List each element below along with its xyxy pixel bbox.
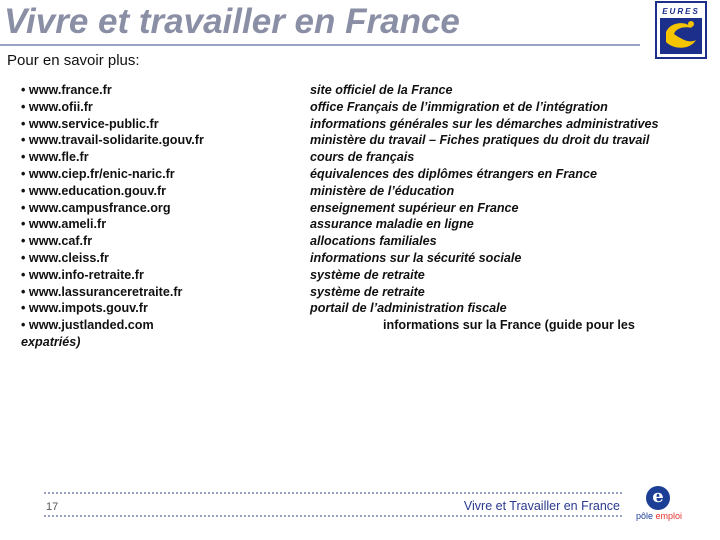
link-item[interactable]: • www.lassuranceretraite.fr <box>21 284 183 299</box>
link-item[interactable]: • www.cleiss.fr <box>21 250 109 265</box>
pole-emploi-logo-mark: e <box>646 486 670 510</box>
description-item: portail de l’administration fiscale <box>310 301 507 316</box>
pole-emploi-logo-word <box>636 511 682 521</box>
description-item: enseignement supérieur en France <box>310 200 519 215</box>
description-item: informations générales sur les démarches administratives <box>310 116 659 131</box>
link-item[interactable]: • www.education.gouv.fr <box>21 183 167 198</box>
descriptions-list <box>310 82 710 334</box>
title-divider <box>0 44 640 46</box>
link-item[interactable]: • www.caf.fr <box>21 234 93 249</box>
link-item[interactable]: • www.france.fr <box>21 83 112 97</box>
eures-logo <box>648 0 720 62</box>
description-item: équivalences des diplômes étrangers en France <box>310 166 597 181</box>
link-item[interactable]: • www.info-retraite.fr <box>21 267 144 282</box>
description-item: système de retraite <box>310 267 425 282</box>
description-item: office Français de l’immigration et de l’intégration <box>310 99 608 114</box>
link-item[interactable]: • www.impots.gouv.fr <box>21 301 148 316</box>
description-item: cours de français <box>310 150 415 165</box>
footer-divider-top <box>44 492 622 494</box>
footer-title: Vivre et Travailler en France <box>463 499 620 513</box>
eures-logo-text: EURES <box>662 7 700 16</box>
section-subtitle: Pour en savoir plus: <box>7 52 140 69</box>
description-item: ministère de l’éducation <box>310 183 455 198</box>
description-item: allocations familiales <box>310 234 437 249</box>
link-item[interactable]: • www.ofii.fr <box>21 99 93 114</box>
footer-divider-bottom <box>44 515 622 517</box>
link-item[interactable]: • www.service-public.fr <box>21 116 159 131</box>
description-item: ministère du travail – Fiches pratiques du droit du travail <box>310 133 650 148</box>
link-item[interactable]: • www.ciep.fr/enic-naric.fr <box>21 166 175 181</box>
description-item: système de retraite <box>310 284 425 299</box>
pole-emploi-word-b: emploi <box>655 511 683 521</box>
description-item: assurance maladie en ligne <box>310 217 474 232</box>
link-continuation: expatriés) <box>21 334 81 349</box>
links-list <box>21 82 281 351</box>
description-item: informations sur la sécurité sociale <box>310 250 522 265</box>
link-item[interactable]: • www.justlanded.com <box>21 318 154 333</box>
link-item[interactable]: • www.ameli.fr <box>21 217 107 232</box>
description-item: site officiel de la France <box>310 83 453 97</box>
link-item[interactable]: • www.fle.fr <box>21 150 89 165</box>
pole-emploi-word-a: pôle <box>636 511 654 521</box>
link-item[interactable]: • www.campusfrance.org <box>21 200 171 215</box>
link-item[interactable]: • www.travail-solidarite.gouv.fr <box>21 133 204 148</box>
description-item: informations sur la France (guide pour les <box>383 318 635 333</box>
page-title: Vivre et travailler en France <box>4 2 460 41</box>
page-number: 17 <box>46 501 59 513</box>
pole-emploi-logo <box>632 484 686 524</box>
